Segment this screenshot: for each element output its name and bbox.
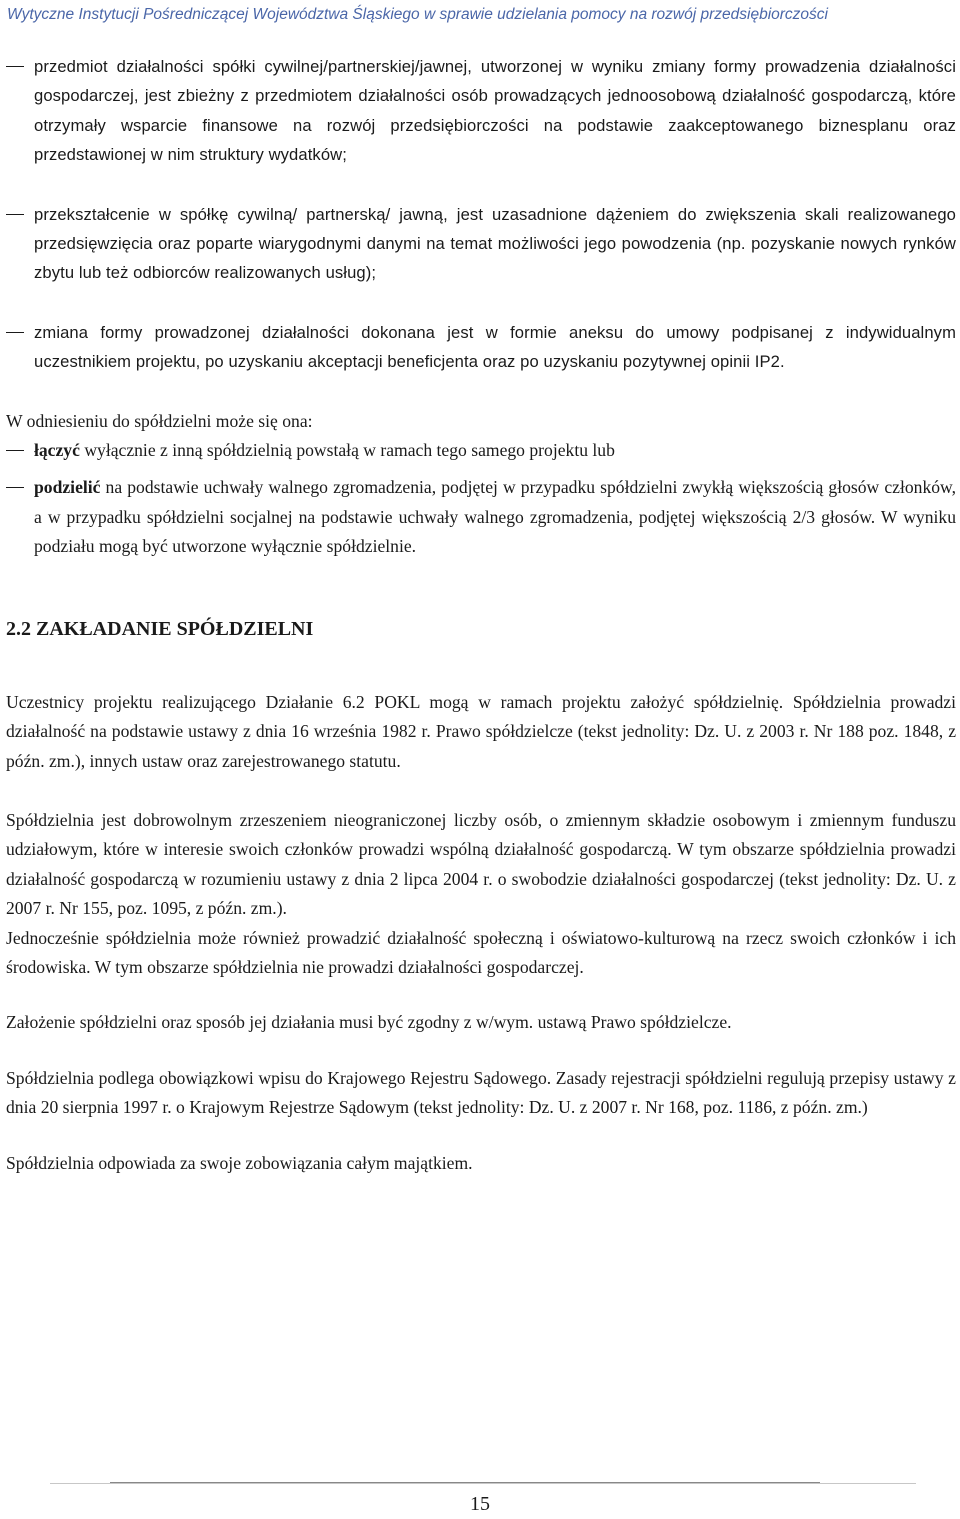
body-paragraph: Spółdzielnia podlega obowiązkowi wpisu do Krajowego Rejestru Sądowego. Zasady rejestracji spółdzielni regulują przepisy ustawy z dnia 20 sierpnia 1997 r. o Krajowym Rejestrze Sądowym (tekst jednolity: Dz. U. z 2007 r. Nr 168, poz. 1186, z późn. zm.) (6, 1067, 956, 1118)
cooperative-intro: W odniesieniu do spółdzielni może się ona: (6, 410, 313, 431)
option-text: wyłącznie z inną spółdzielnią powstałą w ramach tego samego projektu lub (79, 440, 615, 461)
option-keyword: podzielić (34, 477, 101, 498)
list-item (6, 436, 956, 465)
list-item (6, 318, 956, 377)
option-text: na podstawie uchwały walnego zgromadzenia, podjętej w przypadku spółdzielni zwykłą większością głosów członków, a w przypadku spółdzielni socjalnej na podstawie uchwały walnego zgromadzenia, podjętej większością 2/3 głosów. W wyniku podziału mogą być utworzone wyłącznie spółdzielnie. (34, 477, 956, 557)
section-heading: 2.2 ZAKŁADANIE SPÓŁDZIELNI (6, 617, 314, 640)
list-item-text: zmiana formy prowadzonej działalności dokonana jest w formie aneksu do umowy podpisanej z indywidualnym uczestnikiem projektu, po uzyskaniu akceptacji beneficjenta oraz po uzyskaniu pozytywnej opinii IP2. (34, 322, 956, 372)
option-keyword: łączyć (34, 440, 80, 461)
footer-divider (50, 1483, 916, 1484)
body-paragraph: Spółdzielnia odpowiada za swoje zobowiązania całym majątkiem. (6, 1152, 473, 1173)
list-item-text: przedmiot działalności spółki cywilnej/partnerskiej/jawnej, utworzonej w wyniku zmiany formy prowadzenia działalności gospodarczej, jest zbieżny z przedmiotem działalności osób prowadzących jednoosobową działalność gospodarczą, które otrzymały wsparcie finansowe na rozwój przedsiębiorczości na podstawie zaakceptowanego biznesplanu oraz przedstawionej w nim struktury wydatków; (34, 57, 956, 165)
running-header: Wytyczne Instytucji Pośredniczącej Województwa Śląskiego w sprawie udzielania pomocy na rozwój przedsiębiorczości (7, 6, 828, 23)
body-paragraph: Założenie spółdzielni oraz sposób jej działania musi być zgodny z w/wym. ustawą Prawo spółdzielcze. (6, 1012, 732, 1033)
list-item (6, 52, 956, 170)
footer-divider (110, 1482, 820, 1483)
body-paragraph: Spółdzielnia jest dobrowolnym zrzeszeniem nieograniczonej liczby osób, o zmiennym składzie osobowym i zmiennym funduszu udziałowym, które w interesie swoich członków prowadzi wspólną działalność gospodarczą. W tym obszarze spółdzielnia prowadzi działalność gospodarczą w rozumieniu ustawy z dnia 2 lipca 2004 r. o swobodzie działalności gospodarczej (tekst jednolity: Dz. U. z 2007 r. Nr 155, poz. 1095, z późn. zm.). (6, 809, 956, 919)
body-paragraph: Jednocześnie spółdzielnia może również prowadzić działalność społeczną i oświatowo-kulturową na rzecz swoich członków i ich środowiska. W tym obszarze spółdzielnia nie prowadzi działalności gospodarczej. (6, 927, 956, 977)
list-item-text: przekształcenie w spółkę cywilną/ partnerską/ jawną, jest uzasadnione dążeniem do zwiększenia skali realizowanego przedsięwzięcia oraz poparte wiarygodnymi danymi na temat możliwości jego powodzenia (np. pozyskanie nowych rynków zbytu lub też odbiorców realizowanych usług); (34, 204, 956, 283)
list-item (6, 473, 956, 561)
body-paragraph: Uczestnicy projektu realizującego Działanie 6.2 POKL mogą w ramach projektu założyć spółdzielnię. Spółdzielnia prowadzi działalność na podstawie ustawy z dnia 16 września 1982 r. Prawo spółdzielcze (tekst jednolity: Dz. U. z 2003 r. Nr 188 poz. 1848, z późn. zm.), innych ustaw oraz zarejestrowanego statutu. (6, 691, 956, 771)
page-content (6, 52, 956, 1178)
list-item (6, 200, 956, 288)
page-number: 15 (470, 1493, 490, 1515)
